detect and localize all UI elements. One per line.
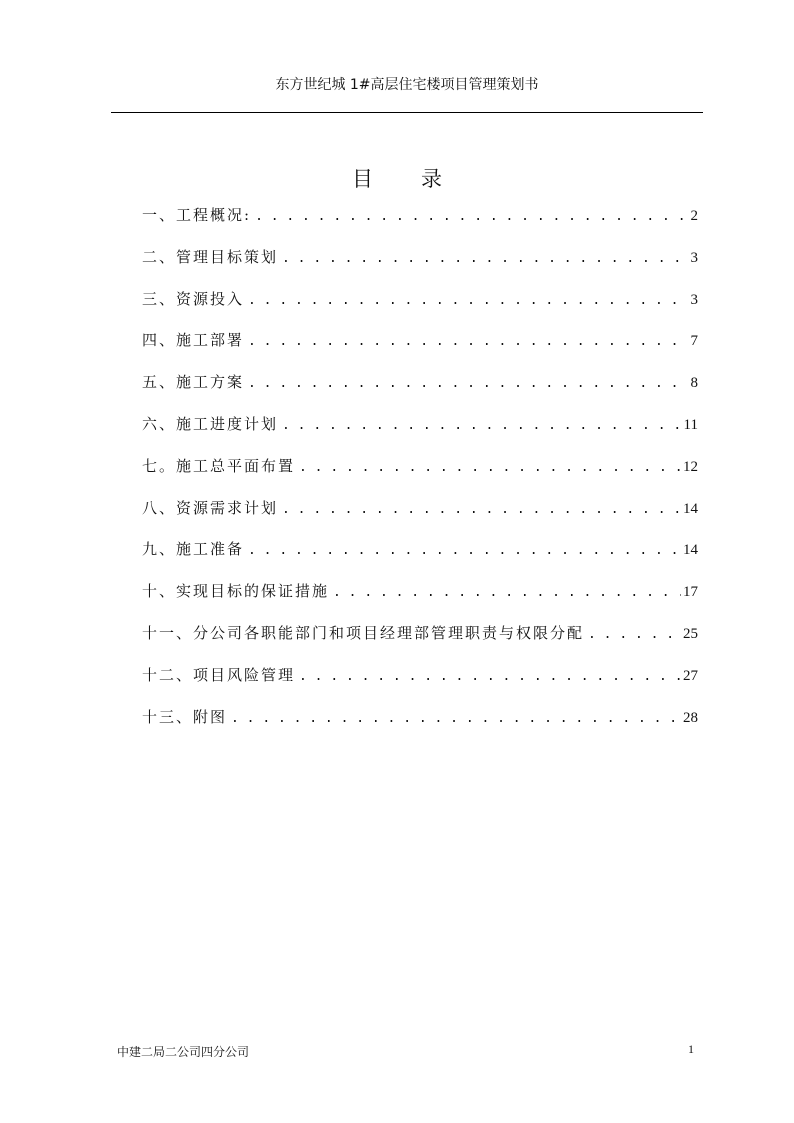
toc-entry-page: 12: [683, 458, 698, 475]
toc-dot-leader: [248, 371, 688, 397]
toc-entry[interactable]: [142, 411, 698, 453]
toc-entry-page: 28: [683, 709, 698, 726]
toc-entry-page: 3: [690, 249, 698, 266]
toc-entry[interactable]: [142, 495, 698, 537]
toc-entry-page: 17: [683, 584, 698, 601]
toc-entry-label: 九、施工准备: [142, 540, 245, 559]
toc-dot-leader: [255, 204, 688, 230]
toc-entry[interactable]: [142, 286, 698, 328]
header-rule: [111, 112, 703, 113]
toc-entry-page: 3: [690, 291, 698, 308]
toc-entry-label: 十、实现目标的保证措施: [142, 582, 330, 601]
footer-page-number: 1: [688, 1042, 694, 1056]
toc-dot-leader: [299, 664, 681, 690]
toc-entry[interactable]: [142, 327, 698, 369]
toc-title: [0, 163, 794, 193]
toc-entry[interactable]: [142, 662, 698, 704]
toc-entry-label: 六、施工进度计划: [142, 414, 279, 433]
toc-entry-page: 14: [683, 500, 698, 517]
toc-entry-label: 七。施工总平面布置: [142, 456, 296, 475]
toc-dot-leader: [248, 329, 688, 355]
toc-entry-page: 8: [690, 375, 698, 392]
toc-title-char-1: 目: [352, 167, 373, 191]
toc-entry-label: 二、管理目标策划: [142, 247, 279, 266]
toc-entry-label: 八、资源需求计划: [142, 498, 279, 517]
toc-entry-page: 7: [690, 333, 698, 350]
toc-entry[interactable]: [142, 202, 698, 244]
toc-entry-label: 五、施工方案: [142, 373, 245, 392]
toc-entry[interactable]: [142, 244, 698, 286]
toc-entry-label: 十三、附图: [142, 707, 228, 726]
toc-entry[interactable]: [142, 369, 698, 411]
toc-dot-leader: [333, 580, 681, 606]
toc-dot-leader: [299, 455, 681, 481]
toc-dot-leader: [248, 288, 688, 314]
page-header-title: 东方世纪城 1#高层住宅楼项目管理策划书: [275, 77, 539, 93]
toc-entry-page: 27: [683, 667, 698, 684]
toc-title-char-2: 录: [421, 167, 442, 191]
toc-dot-leader: [248, 538, 681, 564]
toc-entry[interactable]: [142, 453, 698, 495]
toc-entry-label: 三、资源投入: [142, 289, 245, 308]
toc-entry-page: 14: [683, 542, 698, 559]
toc-dot-leader: [282, 246, 688, 272]
toc-entry-page: 2: [690, 208, 698, 224]
toc-dot-leader: [282, 497, 681, 523]
toc-entry[interactable]: [142, 704, 698, 746]
toc-entry[interactable]: [142, 578, 698, 620]
footer-company: 中建二局二公司四分公司: [117, 1045, 250, 1059]
toc-dot-leader: [282, 413, 682, 439]
toc-entry[interactable]: [142, 620, 698, 662]
toc-entry[interactable]: [142, 536, 698, 578]
toc-entry-page: 11: [683, 416, 698, 433]
toc-entry-label: 一、工程概况:: [142, 206, 252, 224]
toc-dot-leader: [231, 706, 681, 732]
toc-entry-label: 十二、项目风险管理: [142, 665, 296, 684]
toc-entry-page: 25: [683, 625, 698, 642]
table-of-contents: [142, 202, 698, 745]
toc-entry-label: 十一、分公司各职能部门和项目经理部管理职责与权限分配: [142, 623, 585, 642]
toc-entry-label: 四、施工部署: [142, 331, 245, 350]
toc-dot-leader: [588, 622, 681, 648]
